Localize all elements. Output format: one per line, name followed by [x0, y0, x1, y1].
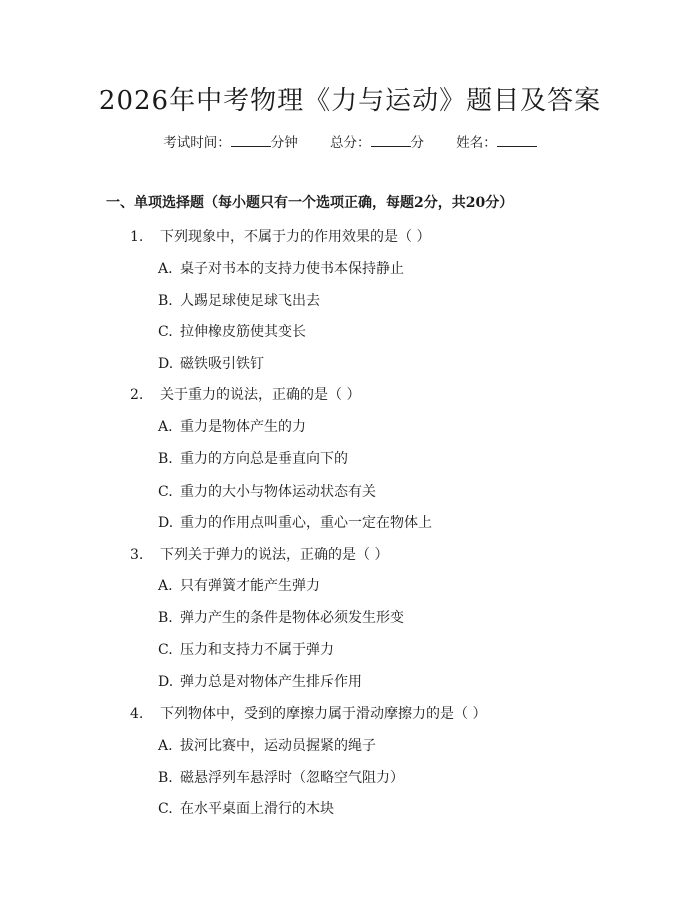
option-letter: B.: [158, 293, 173, 309]
option-text: 重力的方向总是垂直向下的: [180, 451, 348, 467]
question-1-option-d: [158, 353, 264, 373]
question-4: [130, 703, 486, 723]
option-letter: A.: [158, 578, 173, 594]
option-letter: A.: [158, 738, 173, 754]
question-1-option-c: [158, 321, 306, 341]
section-title: 一、单项选择题（每小题只有一个选项正确，每题2分，共20分）: [106, 195, 514, 211]
option-letter: D.: [158, 674, 174, 690]
option-letter: A.: [158, 261, 173, 277]
name-blank: [497, 134, 537, 147]
option-text: 压力和支持力不属于弹力: [180, 642, 334, 658]
exam-time-field: [163, 131, 298, 151]
option-text: 只有弹簧才能产生弹力: [180, 578, 320, 594]
option-letter: A.: [158, 419, 173, 435]
option-letter: C.: [158, 484, 173, 500]
question-4-option-a: [158, 735, 376, 755]
option-text: 弹力产生的条件是物体必须发生形变: [180, 610, 404, 626]
total-score-label: 总分：: [330, 135, 371, 151]
question-2-option-c: [158, 481, 376, 501]
exam-time-unit: 分钟: [270, 135, 298, 151]
question-1: [130, 226, 430, 246]
option-text: 弹力总是对物体产生排斥作用: [180, 674, 362, 690]
question-2-option-d: [158, 512, 432, 532]
option-text: 桌子对书本的支持力使书本保持静止: [180, 261, 404, 277]
question-3-option-d: [158, 671, 362, 691]
name-field: [456, 131, 537, 151]
option-text: 人踢足球使足球飞出去: [180, 293, 320, 309]
exam-meta-line: [0, 131, 700, 151]
question-number: 3.: [130, 547, 144, 563]
total-score-blank: [371, 134, 411, 147]
question-text: 下列现象中，不属于力的作用效果的是（ ）: [160, 229, 431, 245]
option-letter: B.: [158, 770, 173, 786]
page-title: 2026年中考物理《力与运动》题目及答案: [98, 86, 602, 116]
question-text: 关于重力的说法，正确的是（ ）: [160, 387, 361, 403]
question-3-option-a: [158, 575, 320, 595]
option-letter: C.: [158, 642, 173, 658]
option-letter: B.: [158, 610, 173, 626]
question-3-option-b: [158, 607, 404, 627]
option-text: 磁悬浮列车悬浮时（忽略空气阻力）: [180, 770, 404, 786]
option-letter: B.: [158, 451, 173, 467]
option-letter: C.: [158, 801, 173, 817]
question-3: [130, 544, 388, 564]
option-text: 重力的作用点叫重心，重心一定在物体上: [180, 515, 432, 531]
option-letter: C.: [158, 324, 173, 340]
option-letter: D.: [158, 515, 174, 531]
question-number: 2.: [130, 387, 144, 403]
question-number: 4.: [130, 706, 144, 722]
option-text: 在水平桌面上滑行的木块: [180, 801, 334, 817]
option-text: 重力是物体产生的力: [180, 419, 306, 435]
option-text: 拉伸橡皮筋使其变长: [180, 324, 306, 340]
total-score-unit: 分: [410, 135, 424, 151]
total-score-field: [330, 131, 424, 151]
option-text: 拔河比赛中，运动员握紧的绳子: [180, 738, 376, 754]
question-1-option-a: [158, 258, 404, 278]
question-4-option-b: [158, 767, 404, 787]
question-2-option-b: [158, 448, 348, 468]
name-label: 姓名：: [456, 135, 497, 151]
option-text: 重力的大小与物体运动状态有关: [180, 484, 376, 500]
option-letter: D.: [158, 356, 174, 372]
option-text: 磁铁吸引铁钉: [180, 356, 264, 372]
question-3-option-c: [158, 639, 334, 659]
question-2: [130, 384, 360, 404]
question-2-option-a: [158, 416, 306, 436]
exam-time-label: 考试时间：: [163, 135, 231, 151]
question-text: 下列物体中，受到的摩擦力属于滑动摩擦力的是（ ）: [160, 706, 487, 722]
question-text: 下列关于弹力的说法，正确的是（ ）: [160, 547, 389, 563]
question-1-option-b: [158, 290, 320, 310]
question-4-option-c: [158, 798, 334, 818]
exam-time-blank: [231, 134, 271, 147]
question-number: 1.: [130, 229, 144, 245]
